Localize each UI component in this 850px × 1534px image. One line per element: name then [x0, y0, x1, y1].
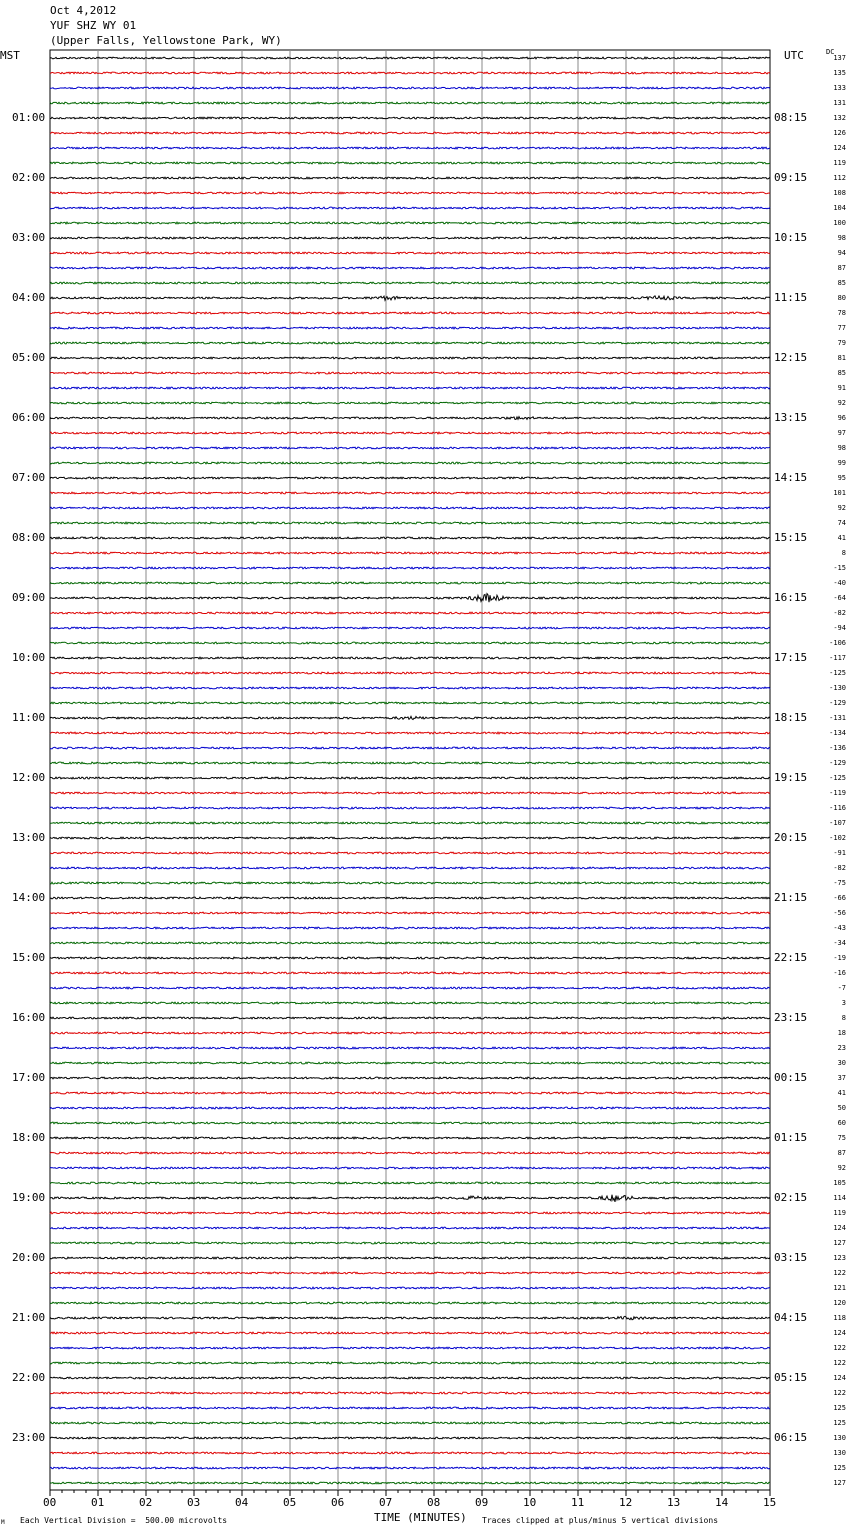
dc-offset-value: 132	[833, 114, 846, 122]
dc-offset-value: -106	[829, 639, 846, 647]
x-tick-label: 06	[331, 1496, 345, 1509]
x-axis-ticks	[50, 1490, 770, 1496]
dc-offset-value: -119	[829, 789, 846, 797]
dc-offset-value: 137	[833, 54, 846, 62]
dc-offset-value: -94	[833, 624, 846, 632]
x-axis-title: TIME (MINUTES)	[374, 1511, 467, 1524]
mst-axis-label: MST	[0, 49, 20, 62]
dc-offset-value: 124	[833, 1224, 846, 1232]
utc-time-label: 13:15	[774, 411, 808, 424]
x-tick-label: 05	[283, 1496, 297, 1509]
dc-offset-value: 87	[837, 1149, 846, 1157]
mst-time-label: 02:00	[12, 171, 46, 184]
dc-offset-value: 123	[833, 1254, 846, 1262]
dc-offset-value: -130	[829, 684, 846, 692]
dc-offset-value: 108	[833, 189, 846, 197]
mst-time-label: 17:00	[12, 1071, 46, 1084]
mst-time-label: 21:00	[12, 1311, 46, 1324]
dc-offset-value: -116	[829, 804, 846, 812]
utc-time-label: 15:15	[774, 531, 808, 544]
corner-mark: M	[1, 1519, 5, 1526]
utc-time-label: 11:15	[774, 291, 808, 304]
dc-offset-value: 126	[833, 129, 846, 137]
dc-offset-value: 118	[833, 1314, 846, 1322]
dc-offset-value: 130	[833, 1449, 846, 1457]
mst-time-label: 06:00	[12, 411, 46, 424]
dc-offset-value: 30	[837, 1059, 846, 1067]
dc-offset-value: 60	[837, 1119, 846, 1127]
dc-offset-value: 101	[833, 489, 846, 497]
dc-offset-value: 135	[833, 69, 846, 77]
mst-time-label: 16:00	[12, 1011, 46, 1024]
utc-time-label: 00:15	[774, 1071, 808, 1084]
dc-offset-value: 127	[833, 1239, 846, 1247]
utc-time-label: 17:15	[774, 651, 808, 664]
dc-offset-value: 81	[837, 354, 846, 362]
mst-time-label: 10:00	[12, 651, 46, 664]
dc-offset-value: -15	[833, 564, 846, 572]
mst-time-label: 18:00	[12, 1131, 46, 1144]
dc-offset-value: 122	[833, 1389, 846, 1397]
x-tick-label: 12	[619, 1496, 633, 1509]
dc-offset-value: -82	[833, 864, 846, 872]
dc-offset-value: 95	[837, 474, 846, 482]
x-tick-label: 14	[715, 1496, 729, 1509]
utc-time-label: 03:15	[774, 1251, 808, 1264]
dc-offset-value: -134	[829, 729, 846, 737]
dc-offset-value: 104	[833, 204, 846, 212]
mst-time-label: 03:00	[12, 231, 46, 244]
dc-offset-value: 124	[833, 1374, 846, 1382]
dc-offset-value: 99	[837, 459, 846, 467]
utc-time-label: 14:15	[774, 471, 808, 484]
dc-offset-value: 119	[833, 1209, 846, 1217]
mst-time-label: 22:00	[12, 1371, 46, 1384]
dc-offset-value: 8	[841, 549, 846, 557]
dc-offset-value: 91	[837, 384, 846, 392]
station-code: YUF SHZ WY 01	[50, 19, 137, 32]
utc-time-label: 04:15	[774, 1311, 808, 1324]
utc-time-label: 10:15	[774, 231, 808, 244]
dc-offset-value: -56	[833, 909, 846, 917]
mst-time-label: 23:00	[12, 1431, 46, 1444]
utc-time-label: 23:15	[774, 1011, 808, 1024]
mst-time-label: 04:00	[12, 291, 46, 304]
mst-time-label: 05:00	[12, 351, 46, 364]
dc-offset-value: 92	[837, 504, 846, 512]
x-tick-label: 04	[235, 1496, 249, 1509]
dc-offset-value: -66	[833, 894, 846, 902]
dc-offset-value: -34	[833, 939, 846, 947]
dc-offset-value: 98	[837, 234, 846, 242]
dc-offset-value: 130	[833, 1434, 846, 1442]
x-tick-label: 08	[427, 1496, 441, 1509]
x-tick-label: 11	[571, 1496, 585, 1509]
dc-offset-value: 124	[833, 144, 846, 152]
dc-offset-value: 127	[833, 1479, 846, 1487]
dc-offset-value: 80	[837, 294, 846, 302]
mst-time-label: 20:00	[12, 1251, 46, 1264]
dc-offset-value: 124	[833, 1329, 846, 1337]
mst-time-label: 09:00	[12, 591, 46, 604]
dc-offset-value: -75	[833, 879, 846, 887]
mst-time-label: 12:00	[12, 771, 46, 784]
dc-offset-value: 125	[833, 1419, 846, 1427]
dc-offset-value: -136	[829, 744, 846, 752]
dc-offset-value: 131	[833, 99, 846, 107]
dc-offset-value: 41	[837, 1089, 846, 1097]
dc-offset-value: 23	[837, 1044, 846, 1052]
x-tick-label: 10	[523, 1496, 537, 1509]
dc-offset-value: 125	[833, 1464, 846, 1472]
dc-offset-value: 74	[837, 519, 846, 527]
utc-time-label: 20:15	[774, 831, 808, 844]
x-tick-label: 00	[43, 1496, 57, 1509]
mst-time-label: 15:00	[12, 951, 46, 964]
dc-offset-value: 122	[833, 1359, 846, 1367]
dc-offset-value: 100	[833, 219, 846, 227]
plot-date: Oct 4,2012	[50, 4, 117, 17]
utc-time-label: 18:15	[774, 711, 808, 724]
dc-offset-value: -107	[829, 819, 846, 827]
dc-offset-value: 92	[837, 399, 846, 407]
dc-offset-value: 120	[833, 1299, 846, 1307]
dc-offset-value: 18	[837, 1029, 846, 1037]
dc-offset-value: 122	[833, 1344, 846, 1352]
x-tick-label: 15	[763, 1496, 777, 1509]
dc-offset-value: 79	[837, 339, 846, 347]
dc-offset-value: 3	[841, 999, 846, 1007]
dc-offset-value: -125	[829, 774, 846, 782]
x-tick-label: 01	[91, 1496, 105, 1509]
utc-time-label: 21:15	[774, 891, 808, 904]
mst-time-label: 19:00	[12, 1191, 46, 1204]
utc-time-label: 01:15	[774, 1131, 808, 1144]
dc-offset-value: 92	[837, 1164, 846, 1172]
dc-offset-value: 119	[833, 159, 846, 167]
utc-axis-label: UTC	[784, 49, 804, 62]
dc-offset-value: 41	[837, 534, 846, 542]
utc-time-label: 02:15	[774, 1191, 808, 1204]
dc-offset-value: 75	[837, 1134, 846, 1142]
dc-offset-value: 85	[837, 369, 846, 377]
dc-offset-value: -19	[833, 954, 846, 962]
clip-note: Traces clipped at plus/minus 5 vertical divisions	[482, 1516, 719, 1525]
dc-column-label: DC	[826, 48, 835, 56]
dc-offset-value: 78	[837, 309, 846, 317]
utc-time-label: 06:15	[774, 1431, 808, 1444]
x-tick-label: 03	[187, 1496, 201, 1509]
dc-offset-value: -40	[833, 579, 846, 587]
dc-offset-value: 121	[833, 1284, 846, 1292]
dc-offset-value: -7	[837, 984, 846, 992]
dc-offset-value: 114	[833, 1194, 846, 1202]
utc-time-label: 16:15	[774, 591, 808, 604]
dc-offset-value: 125	[833, 1404, 846, 1412]
dc-offset-value: 77	[837, 324, 846, 332]
scale-note: Each Vertical Division = 500.00 microvolts	[20, 1516, 228, 1525]
x-tick-label: 09	[475, 1496, 489, 1509]
dc-offset-value: -43	[833, 924, 846, 932]
dc-offset-value: -91	[833, 849, 846, 857]
dc-offset-value: 8	[841, 1014, 846, 1022]
dc-offset-value: 97	[837, 429, 846, 437]
dc-offset-value: 133	[833, 84, 846, 92]
mst-time-label: 11:00	[12, 711, 46, 724]
dc-offset-value: 37	[837, 1074, 846, 1082]
dc-offset-value: 122	[833, 1269, 846, 1277]
dc-offset-value: -16	[833, 969, 846, 977]
mst-time-label: 08:00	[12, 531, 46, 544]
utc-time-label: 19:15	[774, 771, 808, 784]
utc-time-label: 08:15	[774, 111, 808, 124]
dc-offset-value: -129	[829, 759, 846, 767]
dc-offset-value: -102	[829, 834, 846, 842]
utc-time-label: 12:15	[774, 351, 808, 364]
dc-offset-value: -117	[829, 654, 846, 662]
dc-offset-value: 96	[837, 414, 846, 422]
dc-offset-value: 105	[833, 1179, 846, 1187]
dc-offset-value: 85	[837, 279, 846, 287]
dc-offset-value: -64	[833, 594, 846, 602]
station-location: (Upper Falls, Yellowstone Park, WY)	[50, 34, 282, 47]
mst-time-label: 07:00	[12, 471, 46, 484]
utc-time-label: 22:15	[774, 951, 808, 964]
dc-offset-value: 50	[837, 1104, 846, 1112]
mst-time-label: 14:00	[12, 891, 46, 904]
dc-offset-value: 94	[837, 249, 846, 257]
dc-offset-value: -129	[829, 699, 846, 707]
utc-time-label: 09:15	[774, 171, 808, 184]
dc-offset-value: -125	[829, 669, 846, 677]
dc-offset-value: -82	[833, 609, 846, 617]
dc-offset-value: 112	[833, 174, 846, 182]
utc-time-label: 05:15	[774, 1371, 808, 1384]
dc-offset-value: 87	[837, 264, 846, 272]
x-tick-label: 02	[139, 1496, 153, 1509]
x-tick-label: 13	[667, 1496, 681, 1509]
dc-offset-value: -131	[829, 714, 846, 722]
mst-time-label: 13:00	[12, 831, 46, 844]
x-tick-label: 07	[379, 1496, 393, 1509]
mst-time-label: 01:00	[12, 111, 46, 124]
dc-offset-value: 98	[837, 444, 846, 452]
